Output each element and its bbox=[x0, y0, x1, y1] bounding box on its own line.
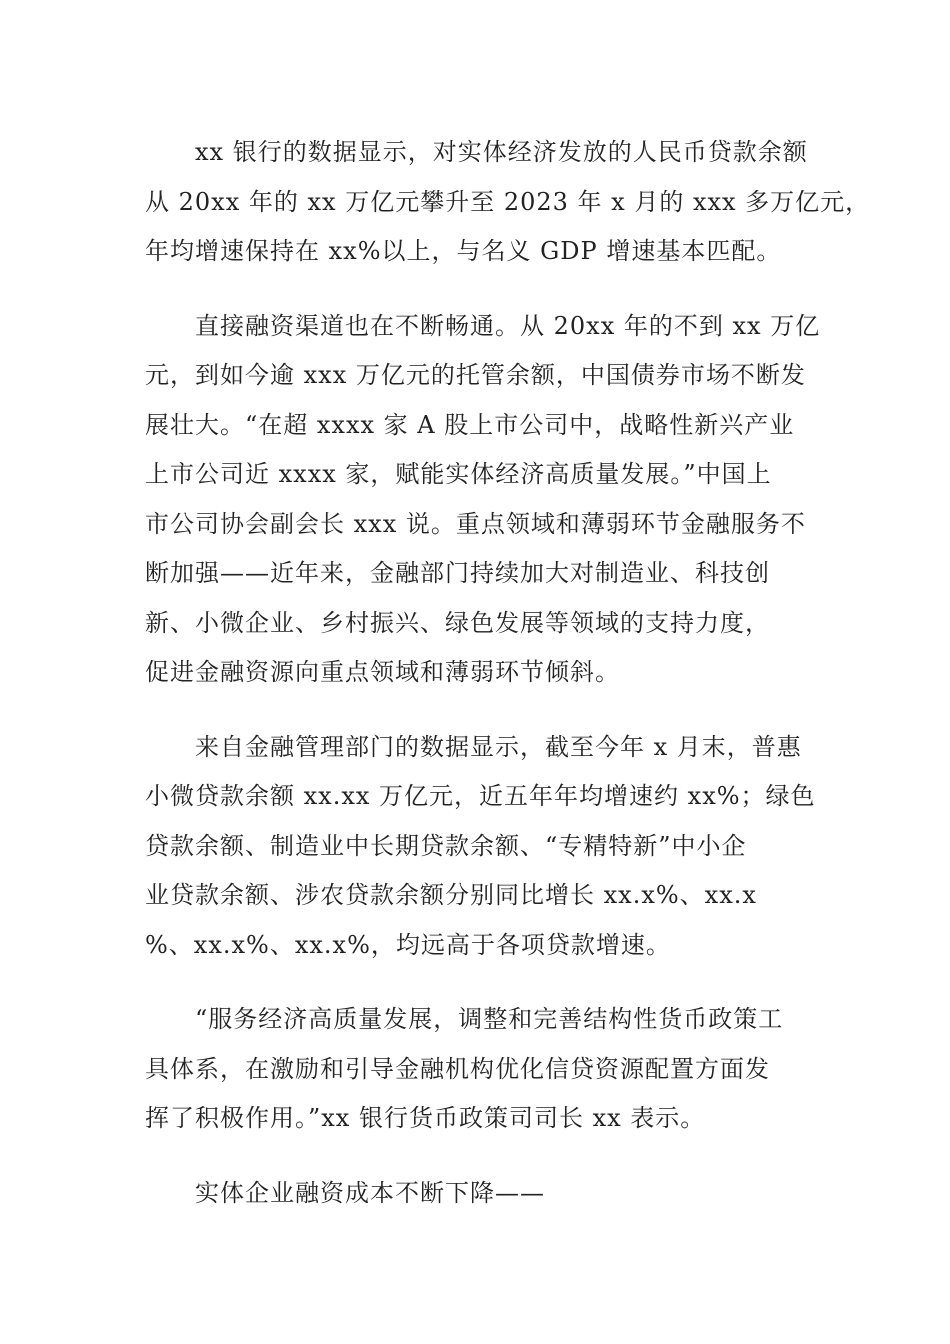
paragraph-spacer bbox=[145, 277, 813, 302]
text-line: 市公司协会副会长 xxx 说。重点领域和薄弱环节金融服务不 bbox=[145, 509, 806, 538]
paragraph-spacer bbox=[145, 698, 813, 723]
paragraph-1 bbox=[145, 128, 871, 277]
text-line: 上市公司近 xxxx 家，赋能实体经济高质量发展。”中国上 bbox=[145, 460, 772, 488]
text-line: 新、小微企业、乡村振兴、绿色发展等领域的支持力度， bbox=[145, 608, 770, 637]
text-line: 展壮大。“在超 xxxx 家 A 股上市公司中，战略性新兴产业 bbox=[145, 410, 795, 439]
paragraph-spacer bbox=[145, 970, 813, 995]
text-line: 业贷款余额、涉农贷款余额分别同比增长 xx.x%、xx.x bbox=[145, 881, 757, 909]
text-line: “服务经济高质量发展，调整和完善结构性货币政策工 bbox=[145, 1005, 784, 1033]
paragraph-5 bbox=[145, 1169, 813, 1219]
text-line: 来自金融管理部门的数据显示，截至今年 x 月末，普惠 bbox=[145, 732, 802, 761]
text-line: 促进金融资源向重点领域和薄弱环节倾斜。 bbox=[145, 658, 620, 686]
text-line: 挥了积极作用。”xx 银行货币政策司司长 xx 表示。 bbox=[145, 1104, 706, 1132]
document-body bbox=[145, 128, 871, 1218]
text-line: 直接融资渠道也在不断畅通。从 20xx 年的不到 xx 万亿 bbox=[145, 311, 821, 340]
text-line: 实体企业融资成本不断下降—— bbox=[145, 1178, 545, 1207]
text-line: 贷款余额、制造业中长期贷款余额、“专精特新”中小企 bbox=[145, 831, 747, 860]
text-line: 具体系，在激励和引导金融机构优化信贷资源配置方面发 bbox=[145, 1054, 770, 1083]
text-line: 从 20xx 年的 xx 万亿元攀升至 2023 年 x 月的 xxx 多万亿元， bbox=[145, 187, 871, 216]
text-line: 元，到如今逾 xxx 万亿元的托管余额，中国债券市场不断发 bbox=[145, 361, 806, 389]
paragraph-3 bbox=[145, 723, 816, 971]
text-line: 小微贷款余额 xx.xx 万亿元，近五年年均增速约 xx%；绿色 bbox=[145, 782, 816, 810]
paragraph-4 bbox=[145, 995, 813, 1144]
text-line: %、xx.x%、xx.x%，均远高于各项贷款增速。 bbox=[145, 930, 671, 959]
text-line: xx 银行的数据显示，对实体经济发放的人民币贷款余额 bbox=[145, 138, 808, 166]
text-line: 年均增速保持在 xx%以上，与名义 GDP 增速基本匹配。 bbox=[145, 237, 782, 265]
paragraph-2 bbox=[145, 302, 821, 698]
paragraph-spacer bbox=[145, 1144, 813, 1169]
text-line: 断加强——近年来，金融部门持续加大对制造业、科技创 bbox=[145, 559, 770, 587]
